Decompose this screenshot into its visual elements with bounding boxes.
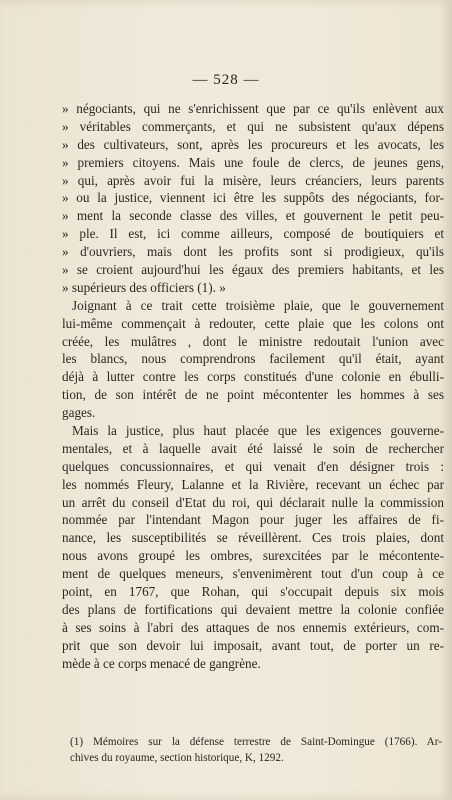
text-line: quelques concussionnaires, et qui venait d'en désigner trois : [62,458,444,474]
body-text [62,100,444,673]
text-line: point, en 1767, que Rohan, qui s'occupait depuis six mois [62,584,444,600]
text-line: Mais la justice, plus haut placée que les exigences gouverne- [72,423,444,439]
text-line: des plans de fortifications qui devaient mettre la colonie confiée [62,601,444,617]
text-line: » des cultivateurs, sont, après les procureurs et les avocats, les [62,136,444,152]
text-line: » ou la justice, viennent ici être les suppôts des négociants, for- [62,190,444,206]
text-line: nous avons groupé les ombres, surexcitées par le mécontente- [62,548,444,564]
footnote-line: (1) Mémoires sur la défense terrestre de Saint-Domingue (1766). Ar- [70,736,442,748]
text-line: les nommés Fleury, Lalanne et la Rivière, recevant un échec par [62,476,444,492]
footnote [70,734,442,766]
text-line: » qui, après avoir fui la misère, leurs créanciers, leurs parents [62,172,444,188]
text-line: un arrêt du conseil d'Etat du roi, qui déclarait nulle la commission [62,494,444,510]
text-line: » ment la seconde classe des villes, et gouvernent le petit peu- [62,208,444,224]
text-line: déjà à lutter contre les corps constitués d'une colonie en ébulli- [62,369,444,385]
text-line: lui-même commençait à redouter, cette plaie que les colons ont [62,315,444,331]
text-line: » d'ouvriers, mais dont les profits sont si prodigieux, qu'ils [62,244,444,260]
text-line: » véritables commerçants, et qui ne subsistent qu'aux dépens [62,118,444,134]
text-line: prit que son devoir lui imposait, avant tout, de porter un re- [62,637,444,653]
text-line: tion, de son intérêt de ne point mécontenter les hommes à ses [62,387,444,403]
text-line: » négociants, qui ne s'enrichissent que par ce qu'ils enlèvent aux [62,101,444,116]
footnote-line: chives du royaume, section historique, K, 1292. [70,752,284,764]
page-number: — 528 — [192,72,260,88]
text-line: » se croient aujourd'hui les égaux des premiers habitants, et les [62,262,444,278]
text-line: ment de quelques meneurs, s'envenimèrent tout d'un coup à ce [62,566,444,582]
text-line: nommée par l'intendant Magon pour juger les affaires de fi- [62,512,444,528]
text-line: mède à ce corps menacé de gangrène. [62,655,261,671]
text-line: » premiers citoyens. Mais une foule de clercs, de jeunes gens, [62,154,444,170]
text-line: les blancs, nous comprendrons facilement qu'il était, ayant [62,351,444,367]
text-line: Joignant à ce trait cette troisième plaie, que le gouvernement [72,297,444,313]
text-line: à ses soins à l'abri des attaques de nos ennemis extérieurs, com- [62,619,444,635]
text-line: nance, les susceptibilités se réveillèrent. Ces trois plaies, dont [62,530,444,546]
text-line: mentales, et à laquelle avait été laissé le soin de rechercher [62,440,444,456]
text-line: » ple. Il est, ici comme ailleurs, composé de boutiquiers et [62,226,444,242]
text-line: créée, les mulâtres , dont le ministre redoutait l'union avec [62,333,444,349]
text-line: » supérieurs des officiers (1). » [62,279,226,295]
text-line: gages. [62,405,96,421]
